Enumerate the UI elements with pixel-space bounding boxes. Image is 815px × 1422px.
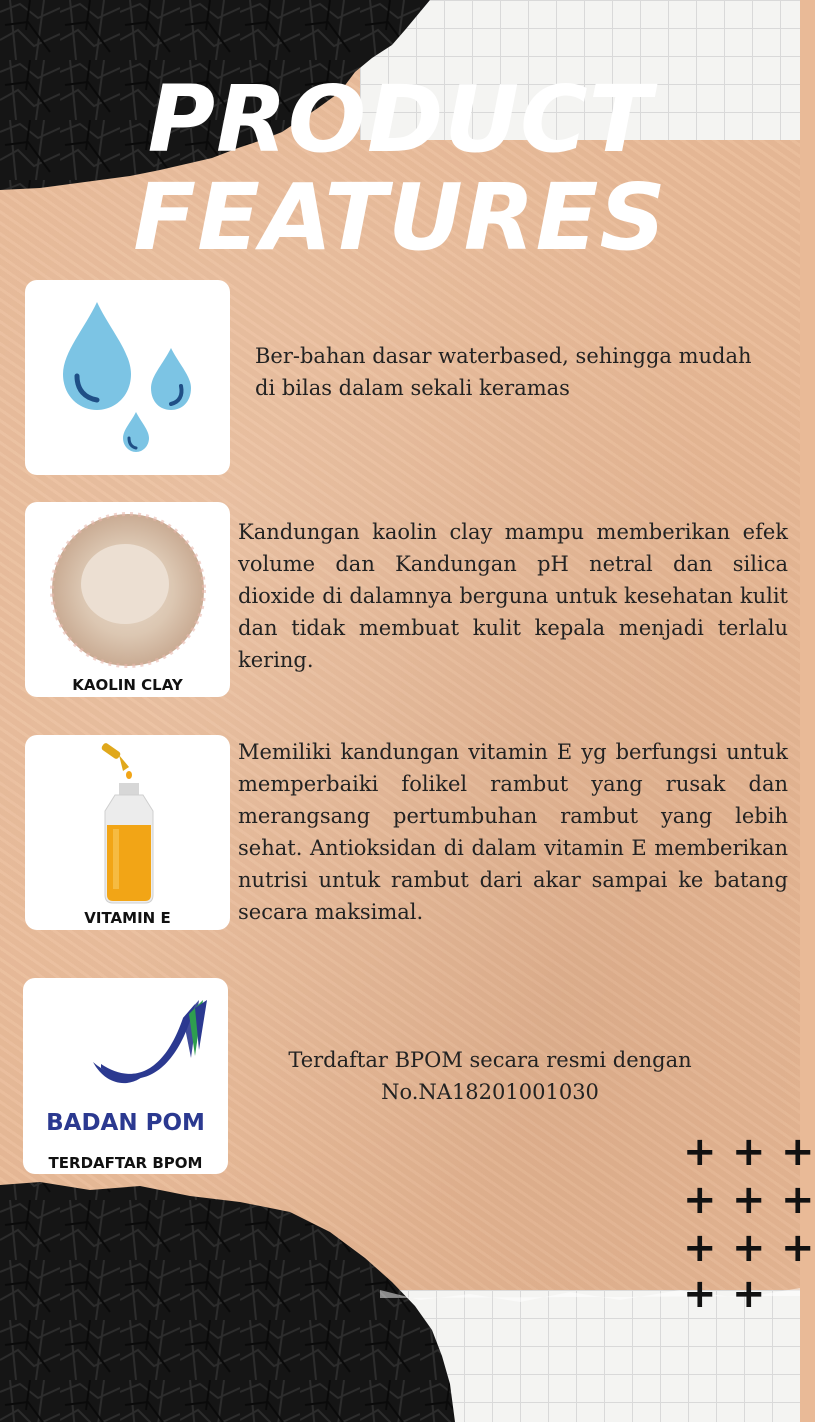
feature-text-vitamin-e: Memiliki kandungan vitamin E yg berfungsi untuk memperbaiki folikel rambut yang rusak dan merangsang pertumbuhan rambut yang lebih sehat. Antioksidan di dalam vitamin E memberikan nutrisi untuk rambut dari akar sampai ke batang secara maksimal. — [238, 740, 788, 924]
feature-text-bpom-line2: No.NA18201001030 — [381, 1080, 599, 1104]
feature-text-water: Ber-bahan dasar waterbased, sehingga mudah di bilas dalam sekali keramas — [255, 344, 752, 400]
plus-icon: + — [683, 1225, 717, 1271]
vitamin-e-bottle-icon — [25, 735, 230, 907]
bpom-label: TERDAFTAR BPOM — [48, 1154, 203, 1172]
title-line-2: FEATURES — [133, 164, 667, 271]
vitamin-e-label: VITAMIN E — [84, 909, 171, 927]
kaolin-clay-powder-icon — [25, 502, 230, 672]
plus-icon: + — [781, 1225, 815, 1271]
feature-card-kaolin — [25, 502, 230, 697]
badan-pom-logo — [23, 978, 228, 1098]
plus-icon: + — [683, 1177, 717, 1223]
plus-icon: + — [732, 1177, 766, 1223]
plus-icon: + — [732, 1225, 766, 1271]
feature-text-bpom-line1: Terdaftar BPOM secara resmi dengan — [288, 1048, 692, 1072]
title-line-1: PRODUCT — [147, 66, 653, 173]
feature-text-kaolin: Kandungan kaolin clay mampu memberikan efek volume dan Kandungan pH netral dan silica dioxide di dalamnya berguna untuk kesehatan kulit dan tidak membuat kulit kepala menjadi terlalu kering. — [238, 520, 788, 672]
plus-icon: + — [732, 1129, 766, 1175]
badan-pom-logo-text — [23, 1110, 228, 1136]
plus-icon: + — [781, 1129, 815, 1175]
plus-icon: + — [683, 1129, 717, 1175]
feature-card-vitamin-e — [25, 735, 230, 930]
kaolin-clay-label: KAOLIN CLAY — [72, 676, 183, 694]
plus-icon: + — [683, 1271, 717, 1317]
feature-card-bpom — [23, 978, 228, 1174]
feature-card-water — [25, 280, 230, 475]
water-drops-icon — [25, 280, 230, 475]
plus-icon: + — [732, 1271, 766, 1317]
badan-pom-logo-text-span: BADAN POM — [46, 1110, 205, 1136]
plus-icon: + — [781, 1177, 815, 1223]
